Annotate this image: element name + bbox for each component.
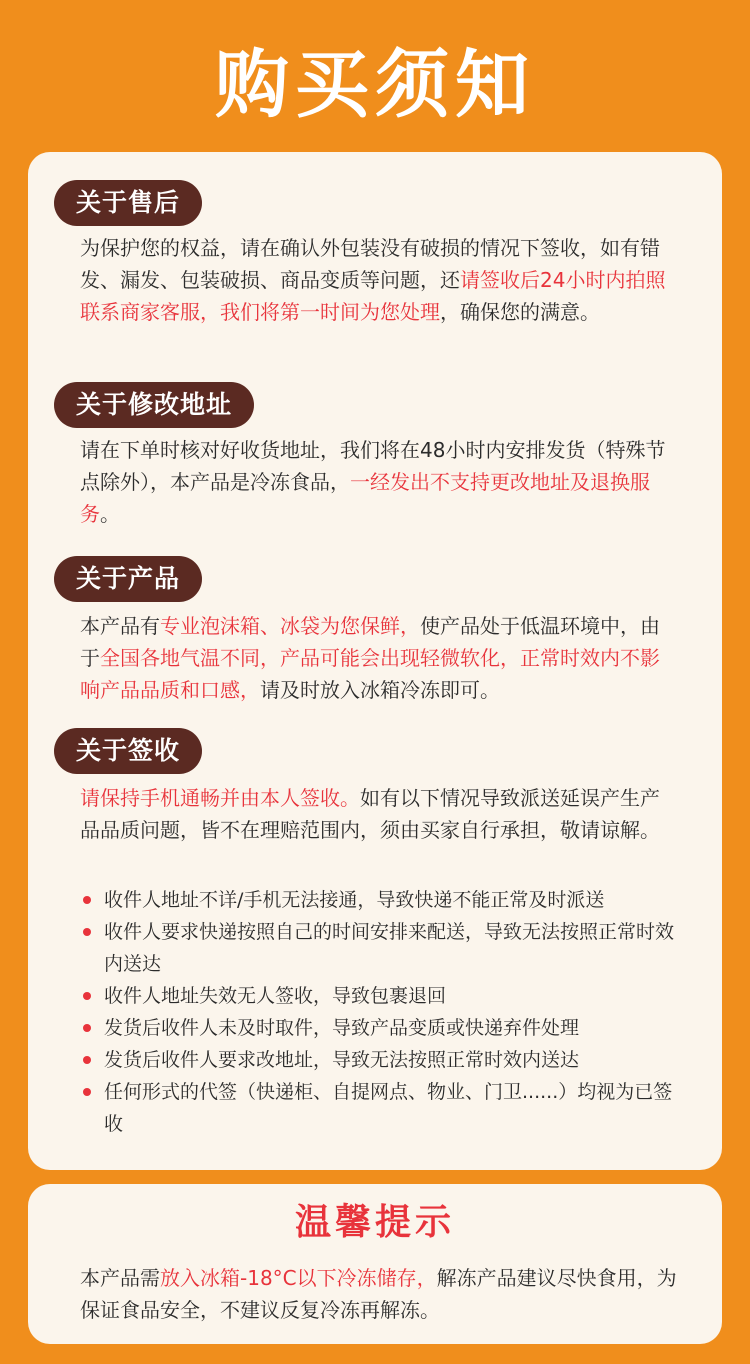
list-item	[80, 916, 678, 980]
section-text-change-address	[80, 434, 678, 530]
list-item-text: 收件人地址不详/手机无法接通，导致快递不能正常及时派送	[104, 889, 605, 911]
highlight-text: 放入冰箱-18°C以下冷冻储存，	[160, 1266, 437, 1290]
list-item	[80, 884, 678, 916]
bullet-dot-icon	[83, 928, 91, 936]
list-item	[80, 980, 678, 1012]
text-segment: 为保护您的权益，请在确认外包装没有破损的情况下签收，如有错发、漏发、包装破损、商品变质等问题，还	[80, 236, 660, 292]
list-item-text: 发货后收件人要求改地址，导致无法按照正常时效内送达	[104, 1049, 580, 1071]
section-badge-sign-for: 关于签收	[54, 728, 202, 774]
list-item-text: 任何形式的代签（快递柜、自提网点、物业、门卫......）均视为已签收	[104, 1081, 673, 1135]
list-item-text: 收件人地址失效无人签收，导致包裹退回	[104, 985, 447, 1007]
text-segment: 使产品处于低温环境中，由于	[80, 614, 660, 670]
highlight-text: 一经发出不支持更改地址及退换服务	[80, 470, 650, 526]
section-badge-after-sales: 关于售后	[54, 180, 202, 226]
tip-text	[80, 1262, 678, 1326]
highlight-text: 请保持手机通畅并由本人签收。	[80, 786, 360, 810]
section-text-sign-for	[80, 782, 678, 846]
text-segment: 请及时放入冰箱冷冻即可。	[260, 678, 500, 702]
bullet-dot-icon	[83, 896, 91, 904]
text-segment: 解冻产品建议尽快食用，为保证食品安全，不建议反复冷冻再解冻。	[80, 1266, 677, 1322]
list-item-text: 发货后收件人未及时取件，导致产品变质或快递弃件处理	[104, 1017, 580, 1039]
list-item-text: 收件人要求快递按照自己的时间安排来配送，导致无法按照正常时效内送达	[104, 921, 675, 975]
exception-list	[80, 884, 678, 1140]
text-segment: 。	[100, 502, 120, 526]
text-segment: 本产品需	[80, 1266, 160, 1290]
highlight-text: 请签收后24小时内拍照联系商家客服，我们将第一时间为您处理	[80, 268, 666, 324]
page-title: 购买须知	[215, 42, 535, 128]
section-text-product	[80, 610, 678, 706]
bullet-dot-icon	[83, 992, 91, 1000]
text-segment: 如有以下情况导致派送延误产生产品品质问题，皆不在理赔范围内，须由买家自行承担，敬请谅解。	[80, 786, 660, 842]
highlight-text: 全国各地气温不同，产品可能会出现轻微软化，正常时效内不影响产品品质和口感，	[80, 646, 660, 702]
text-segment: 本产品有	[80, 614, 160, 638]
list-item	[80, 1044, 678, 1076]
section-text-after-sales	[80, 232, 678, 328]
list-item	[80, 1012, 678, 1044]
tip-title: 温馨提示	[294, 1202, 455, 1243]
section-badge-product: 关于产品	[54, 556, 202, 602]
highlight-text: 专业泡沫箱、冰袋为您保鲜，	[160, 614, 420, 638]
bullet-dot-icon	[83, 1056, 91, 1064]
section-badge-change-address: 关于修改地址	[54, 382, 254, 428]
bullet-dot-icon	[83, 1088, 91, 1096]
bullet-dot-icon	[83, 1024, 91, 1032]
text-segment: ，确保您的满意。	[440, 300, 600, 324]
list-item	[80, 1076, 678, 1140]
text-segment: 请在下单时核对好收货地址，我们将在48小时内安排发货（特殊节点除外），本产品是冷冻食品，	[80, 438, 666, 494]
